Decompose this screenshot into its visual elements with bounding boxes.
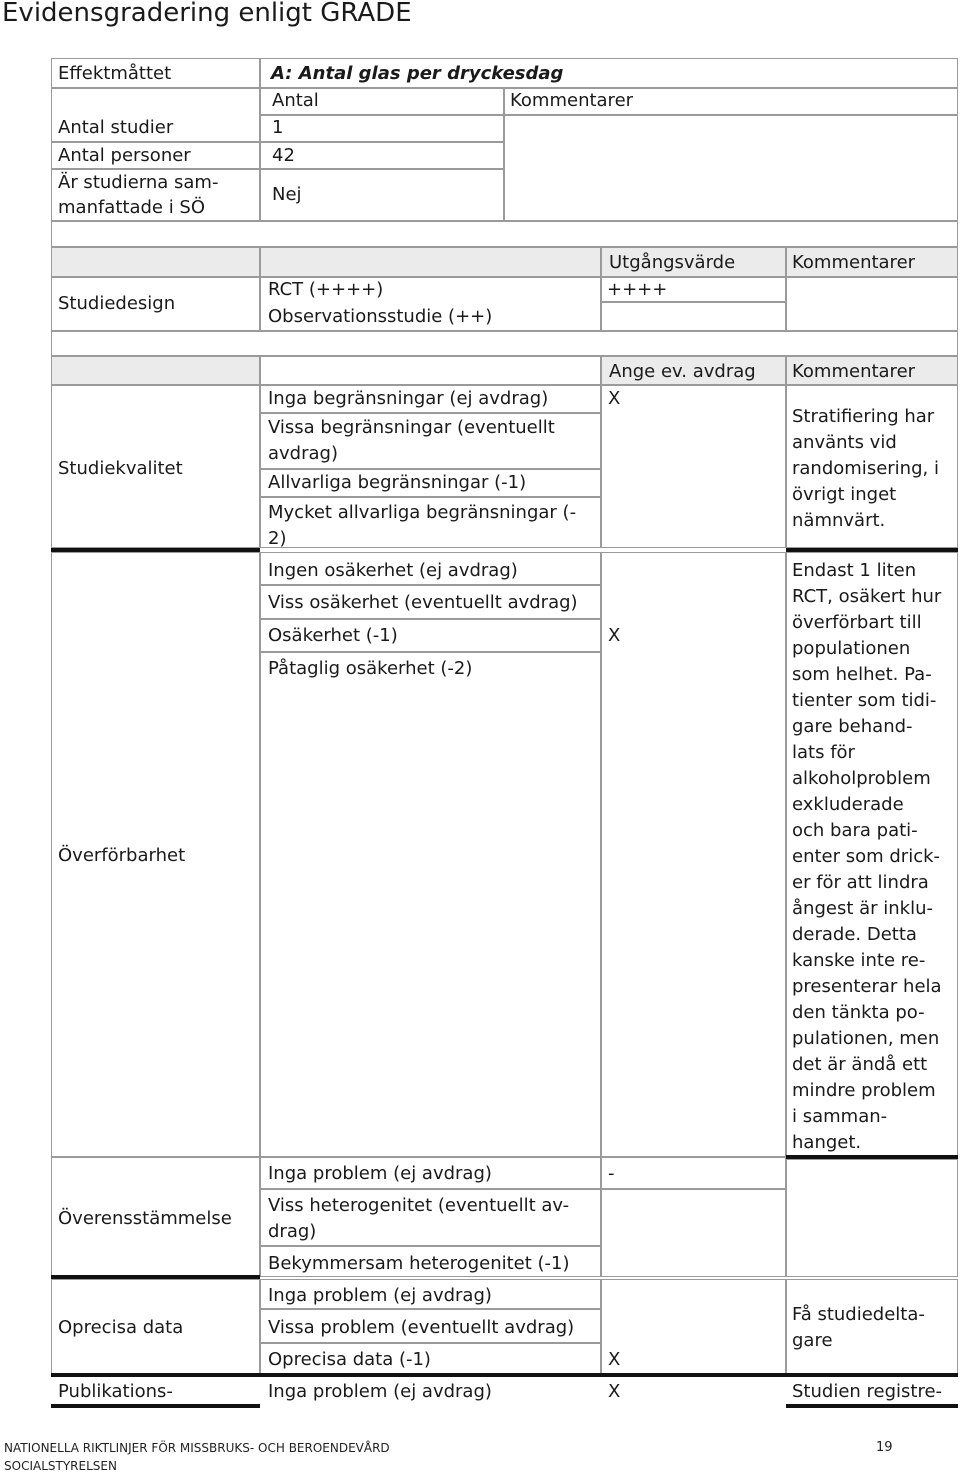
overforbarhet-comment-line: Endast 1 liten — [792, 560, 917, 581]
antal-studier-label: Antal studier — [58, 117, 174, 138]
design-option-obs: Observationsstudie (++) — [268, 306, 493, 327]
overensstammelse-comment-cell — [786, 1159, 958, 1277]
oprecisa-mark-cell — [601, 1279, 786, 1375]
spacer-row — [51, 221, 958, 247]
oprecisa-option: Inga problem (ej avdrag) — [268, 1285, 492, 1306]
kvalitet-option: Inga begränsningar (ej avdrag) — [268, 388, 549, 409]
overforbarhet-comment-line: i samman- — [792, 1106, 888, 1127]
kvalitet-header-mid — [260, 356, 601, 385]
overforbarhet-comment-line: kanske inte re- — [792, 950, 926, 971]
antal-personer-label: Antal personer — [58, 145, 191, 166]
kvalitet-comment-line: Stratifiering har — [792, 406, 935, 427]
antal-header: Antal — [272, 90, 319, 111]
overforbarhet-comment-line: mindre problem — [792, 1080, 936, 1101]
overforbarhet-comment-line: RCT, osäkert hur — [792, 586, 942, 607]
kvalitet-kommentarer-header: Kommentarer — [792, 361, 916, 382]
kvalitet-option: 2) — [268, 528, 287, 549]
kvalitet-option: Allvarliga begränsningar (-1) — [268, 472, 527, 493]
studiekvalitet-label: Studiekvalitet — [58, 458, 183, 479]
overensstammelse-label: Överensstämmelse — [58, 1208, 232, 1229]
overforbarhet-option: Viss osäkerhet (eventuellt avdrag) — [268, 592, 578, 613]
overforbarhet-comment-line: hanget. — [792, 1132, 862, 1153]
sammanfattade-label-line1: Är studierna sam- — [58, 172, 219, 193]
design-kommentarer-header: Kommentarer — [792, 252, 916, 273]
overensstammelse-mark: - — [608, 1163, 615, 1184]
overforbarhet-comment — [792, 558, 942, 1156]
design-option-rct: RCT (++++) — [268, 279, 384, 300]
overforbarhet-mark-cell — [601, 552, 786, 1157]
overforbarhet-comment-line: er för att lindra — [792, 872, 929, 893]
oprecisa-mark: X — [608, 1349, 621, 1370]
overforbarhet-comment-line: gare behand- — [792, 716, 913, 737]
overforbarhet-comment-line: tienter som tidi- — [792, 690, 937, 711]
effektmattet-label: Effektmåttet — [58, 63, 172, 84]
kvalitet-comment-line: nämnvärt. — [792, 510, 886, 531]
kvalitet-option: Mycket allvarliga begränsningar (- — [268, 502, 577, 523]
overforbarhet-comment-line: pulationen, men — [792, 1028, 940, 1049]
overensstammelse-option: Inga problem (ej avdrag) — [268, 1163, 492, 1184]
overforbarhet-comment-line: den tänkta po- — [792, 1002, 925, 1023]
overforbarhet-option: Ingen osäkerhet (ej avdrag) — [268, 560, 518, 581]
design-value-cell-2 — [601, 302, 786, 331]
overforbarhet-mark: X — [608, 625, 621, 646]
overforbarhet-comment-line: derade. Detta — [792, 924, 917, 945]
studiedesign-label: Studiedesign — [58, 293, 176, 314]
footer-line1: NATIONELLA RIKTLINJER FÖR MISSBRUKS- OCH BEROENDEVÅRD — [4, 1441, 390, 1455]
antal-personer-value: 42 — [272, 145, 295, 166]
oprecisa-comment-line: Få studiedelta- — [792, 1304, 925, 1325]
kvalitet-option: Vissa begränsningar (eventuellt — [268, 417, 555, 438]
overforbarhet-label: Överförbarhet — [58, 845, 186, 866]
overforbarhet-option: Osäkerhet (-1) — [268, 625, 398, 646]
overforbarhet-comment-line: exkluderade — [792, 794, 904, 815]
sammanfattade-value: Nej — [272, 184, 302, 205]
design-value: ++++ — [607, 279, 668, 300]
overensstammelse-mark-cell — [601, 1157, 786, 1189]
antal-personer-value-cell — [260, 142, 504, 169]
overforbarhet-opt4-cell — [260, 652, 601, 1157]
oprecisa-option: Vissa problem (eventuellt avdrag) — [268, 1317, 575, 1338]
kvalitet-header-left — [51, 356, 260, 385]
publikation-label: Publikations- — [58, 1381, 173, 1402]
overensstammelse-option: drag) — [268, 1221, 317, 1242]
kvalitet-mark: X — [608, 388, 621, 409]
overforbarhet-comment-line: populationen — [792, 638, 911, 659]
overforbarhet-comment-line: det är ändå ett — [792, 1054, 928, 1075]
publikation-comment: Studien registre- — [792, 1381, 943, 1402]
overforbarhet-option: Påtaglig osäkerhet (-2) — [268, 658, 473, 679]
overforbarhet-comment-line: överförbart till — [792, 612, 922, 633]
overforbarhet-comment-line: enter som drick- — [792, 846, 941, 867]
effektmattet-value: A: Antal glas per dryckesdag — [271, 63, 564, 84]
oprecisa-comment-line: gare — [792, 1330, 833, 1351]
page-number: 19 — [876, 1440, 893, 1455]
design-spacer-row — [51, 331, 958, 356]
ange-avdrag-header: Ange ev. avdrag — [609, 361, 756, 382]
antal-studier-value-cell — [260, 115, 504, 142]
sammanfattade-label-line2: manfattade i SÖ — [58, 197, 206, 218]
kommentarer-header: Kommentarer — [510, 90, 634, 111]
kvalitet-mark-cell — [601, 385, 786, 548]
kvalitet-comment-line: använts vid — [792, 432, 897, 453]
kvalitet-comment-line: övrigt inget — [792, 484, 897, 505]
publikation-option: Inga problem (ej avdrag) — [268, 1381, 492, 1402]
overensstammelse-mark-cell-2 — [601, 1189, 786, 1277]
overensstammelse-option: Viss heterogenitet (eventuellt av- — [268, 1195, 570, 1216]
design-header-mid — [260, 247, 601, 277]
overforbarhet-comment-line: som helhet. Pa- — [792, 664, 932, 685]
kvalitet-option: avdrag) — [268, 443, 338, 464]
overensstammelse-option: Bekymmersam heterogenitet (-1) — [268, 1253, 570, 1274]
overforbarhet-comment-line: och bara pati- — [792, 820, 918, 841]
oprecisa-label: Oprecisa data — [58, 1317, 184, 1338]
overforbarhet-comment-line: ångest är inklu- — [792, 898, 933, 919]
oprecisa-option: Oprecisa data (-1) — [268, 1349, 431, 1370]
design-comment-cell — [786, 277, 958, 331]
divider-thick — [51, 1404, 260, 1408]
utgangsvarde-header: Utgångsvärde — [609, 252, 736, 273]
overforbarhet-comment-line: presenterar hela — [792, 976, 942, 997]
header-comment-cell — [504, 115, 958, 221]
antal-studier-value: 1 — [272, 117, 284, 138]
kvalitet-comment-line: randomisering, i — [792, 458, 939, 479]
overforbarhet-comment-line: lats för — [792, 742, 855, 763]
divider-thick — [51, 1373, 958, 1377]
design-header-left — [51, 247, 260, 277]
publikation-mark: X — [608, 1381, 621, 1402]
overforbarhet-comment-line: alkoholproblem — [792, 768, 931, 789]
footer-line2: SOCIALSTYRELSEN — [4, 1459, 117, 1473]
divider-thick — [786, 1404, 958, 1408]
page-title: Evidensgradering enligt GRADE — [2, 0, 412, 28]
